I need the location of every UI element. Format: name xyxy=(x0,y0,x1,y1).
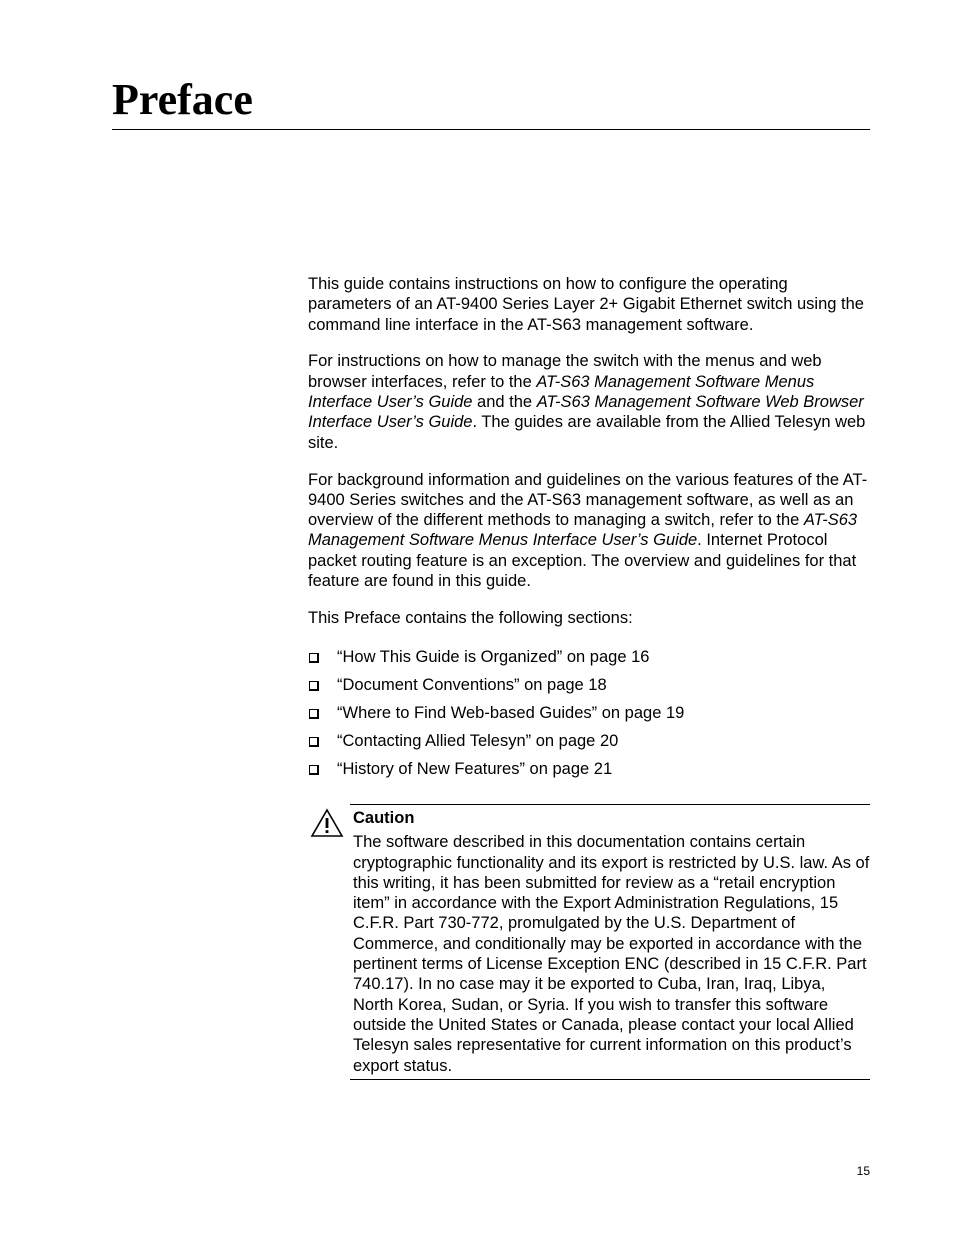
section-link[interactable]: “History of New Features” on page 21 xyxy=(337,760,613,779)
section-link[interactable]: “Where to Find Web-based Guides” on page 19 xyxy=(337,704,685,723)
caution-box xyxy=(350,804,870,1080)
list-item[interactable] xyxy=(308,731,870,759)
related-guides-text-2: and the xyxy=(472,393,537,412)
list-item[interactable] xyxy=(308,675,870,703)
background-guide-title: AT-S63 Management Software Menus Interface User’s Guide xyxy=(308,511,858,550)
section-link[interactable]: “How This Guide is Organized” on page 16 xyxy=(337,648,650,667)
menus-guide-title: AT-S63 Management Software Menus Interface User’s Guide xyxy=(308,372,815,412)
page-number: 15 xyxy=(856,1164,870,1178)
list-item[interactable] xyxy=(308,759,870,787)
checkbox-bullet-icon xyxy=(309,765,319,775)
checkbox-bullet-icon xyxy=(309,737,319,747)
related-guides-paragraph xyxy=(308,351,870,452)
web-guide-title: AT-S63 Management Software Web Browser Interface User’s Guide xyxy=(308,393,864,432)
background-text-1: For background information and guidelines on the various features of the AT-9400 Series switches and the AT-S63 management software, as well as an overview of the different methods to managing a switch, refer to the xyxy=(308,470,868,530)
sections-intro: This Preface contains the following sections: xyxy=(308,608,633,627)
section-link[interactable]: “Document Conventions” on page 18 xyxy=(337,676,607,695)
related-guides-text-1: For instructions on how to manage the switch with the menus and web browser interfaces, refer to the xyxy=(308,352,822,391)
background-text-2: . Internet Protocol packet routing feature is an exception. The overview and guidelines for that feature are found in this guide. xyxy=(308,531,857,591)
checkbox-bullet-icon xyxy=(309,681,319,691)
intro-paragraph: This guide contains instructions on how to configure the operating parameters of an AT-9400 Series Layer 2+ Gigabit Ethernet switch using the command line interface in the AT-S63 management software. xyxy=(308,275,864,334)
title-rule xyxy=(112,129,870,130)
section-list xyxy=(308,647,870,787)
list-item[interactable] xyxy=(308,647,870,675)
section-link[interactable]: “Contacting Allied Telesyn” on page 20 xyxy=(337,732,619,751)
caution-text: The software described in this documentation contains certain cryptographic functionality and its export is restricted by U.S. law. As of this writing, it has been submitted for review as a “retail encryption item” in accordance with the Export Administration Regulations, 15 C.F.R. Part 730-772, promulgated by the U.S. Department of Commerce, and conditionally may be exported in accordance with the pertinent terms of License Exception ENC (described in 15 C.F.R. Part 740.17). In no case may it be exported to Cuba, Iran, Iraq, Libya, North Korea, Sudan, or Syria. If you wish to transfer this software outside the United States or Canada, please contact your local Allied Telesyn sales representative for current information on this product’s export status. xyxy=(353,833,870,1075)
caution-heading: Caution xyxy=(353,809,415,827)
body-column xyxy=(308,274,870,787)
background-paragraph xyxy=(308,470,870,592)
checkbox-bullet-icon xyxy=(309,653,319,663)
warning-triangle-icon xyxy=(310,808,344,838)
page-title: Preface xyxy=(112,75,253,124)
related-guides-text-3: . The guides are available from the Allied Telesyn web site. xyxy=(308,413,866,452)
checkbox-bullet-icon xyxy=(309,709,319,719)
list-item[interactable] xyxy=(308,703,870,731)
